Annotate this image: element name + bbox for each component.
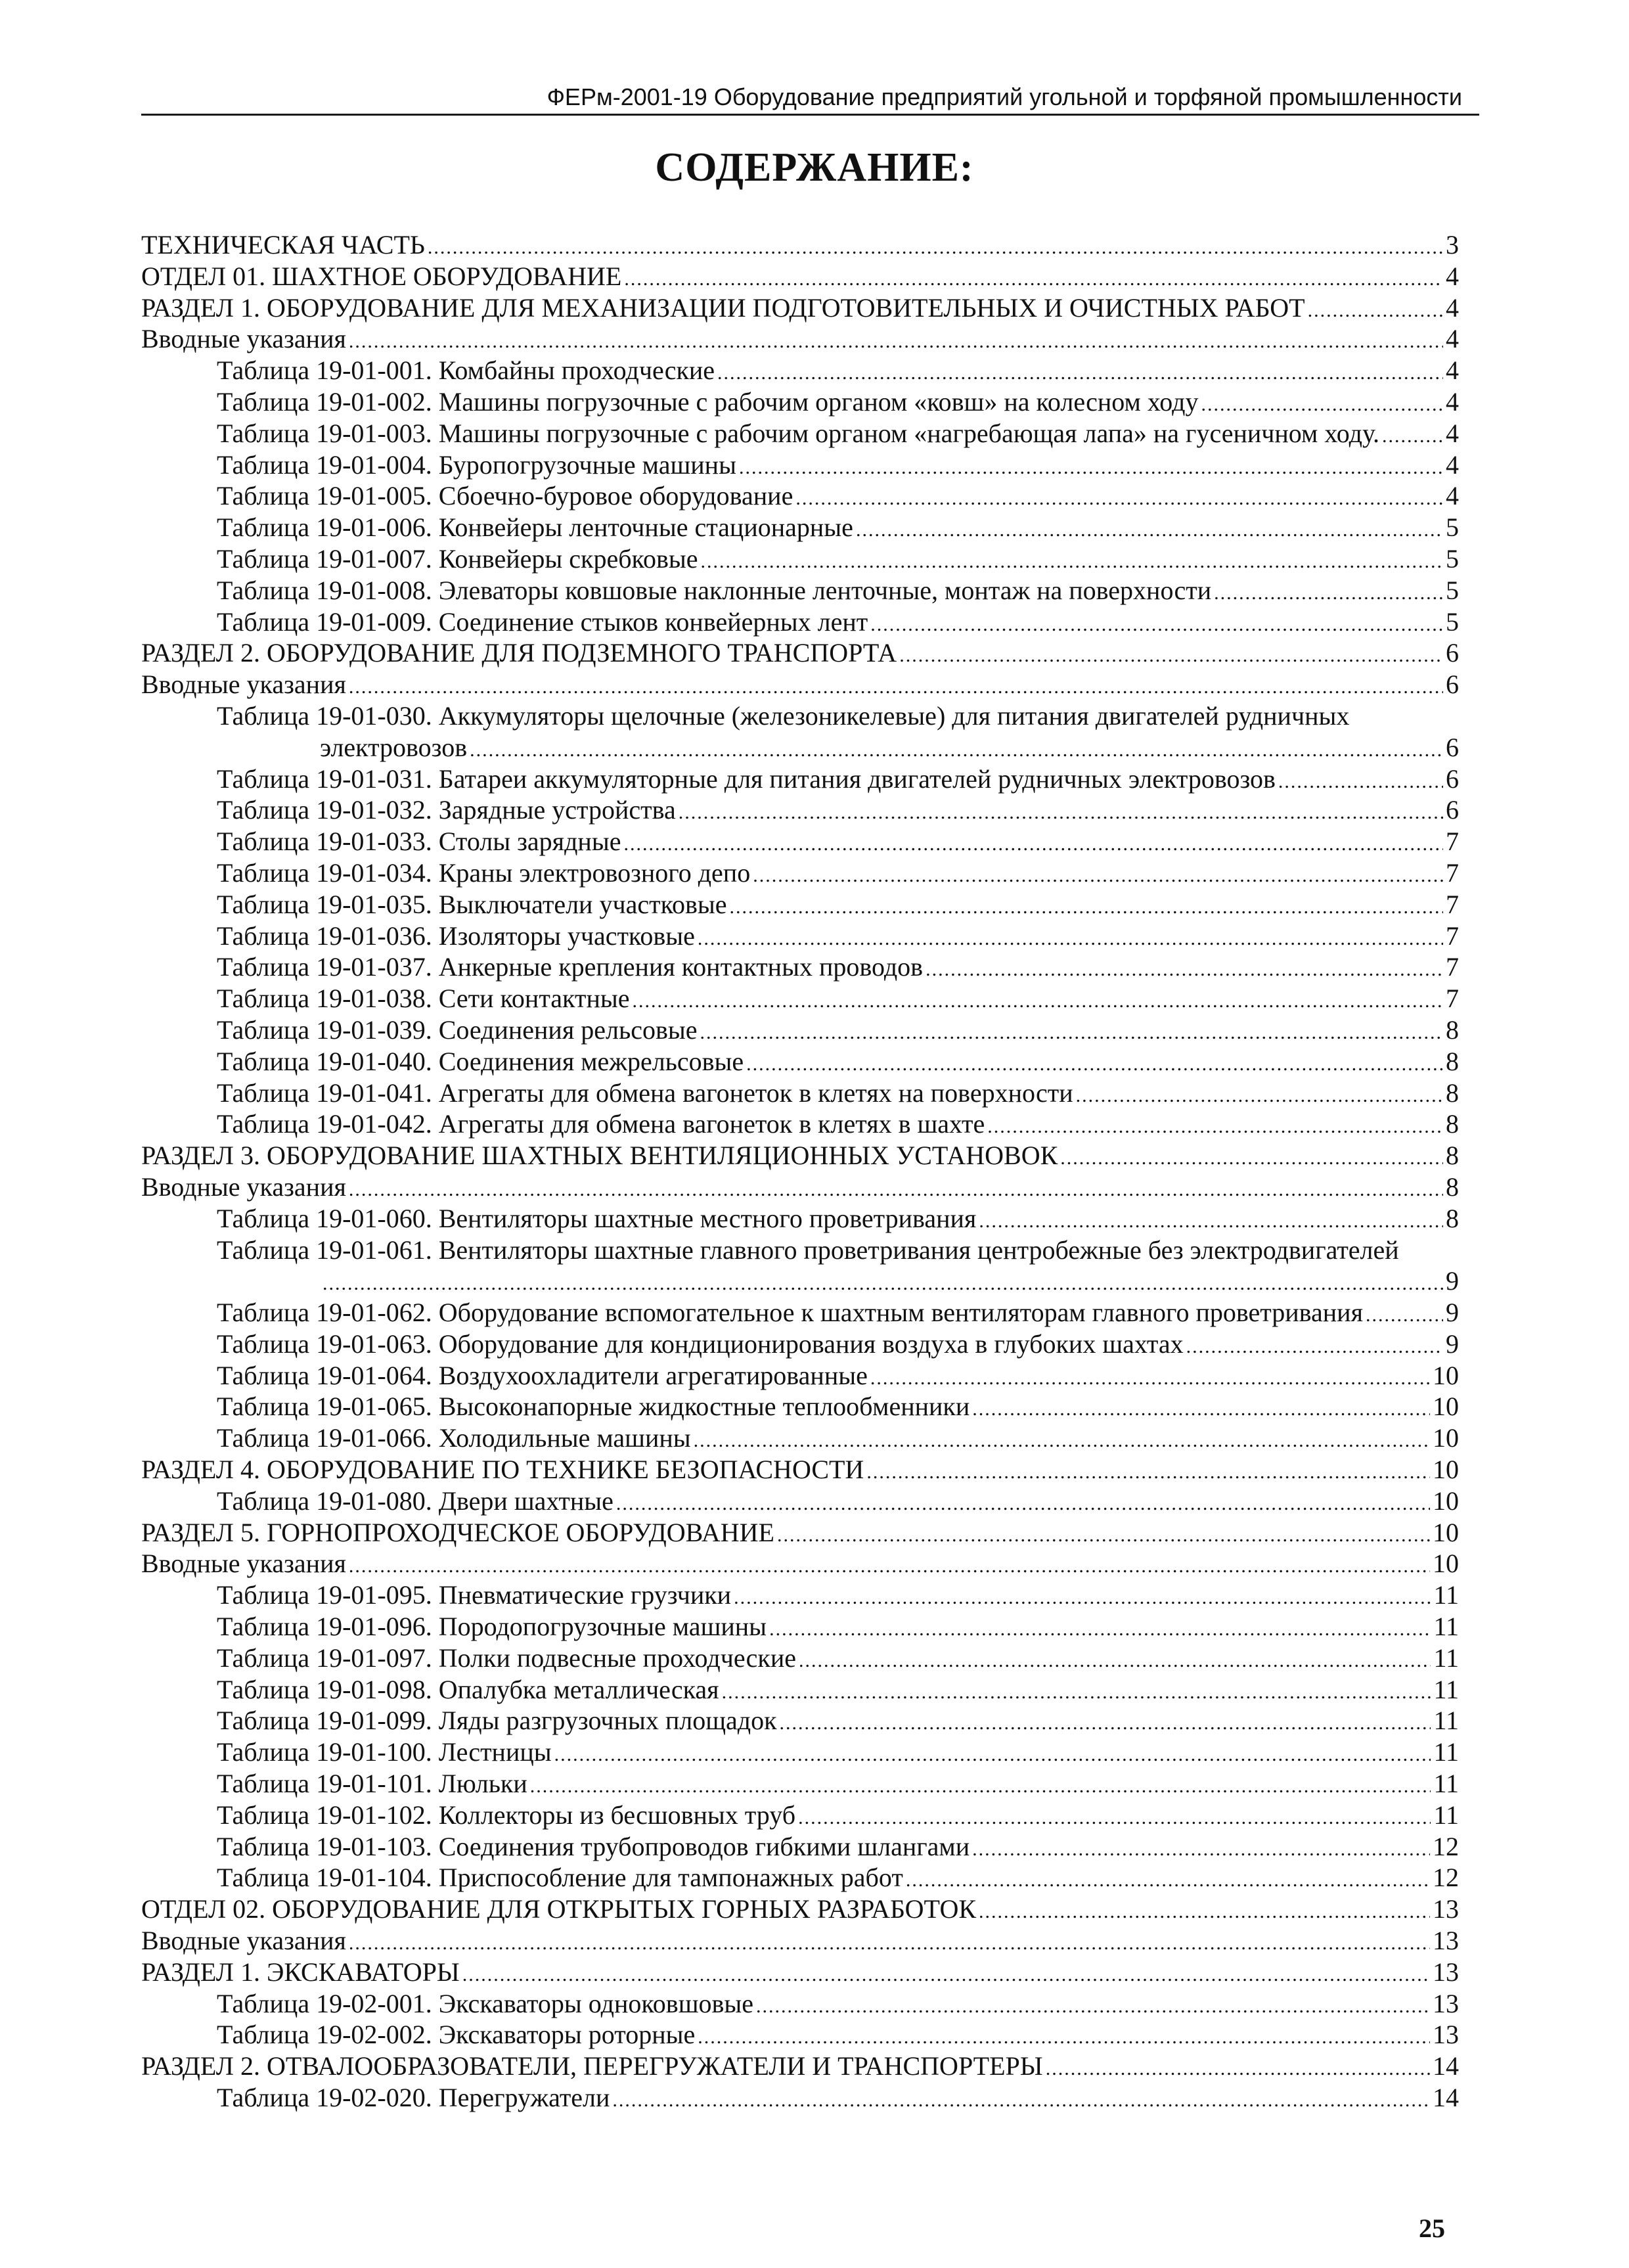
toc-entry-title: ОТДЕЛ 02. ОБОРУДОВАНИЕ ДЛЯ ОТКРЫТЫХ ГОРНЫХ РАЗРАБОТОК [141,1894,977,1924]
toc-entry-title: Таблица 19-02-001. Экскаваторы одноковшовые [217,1988,754,2018]
toc-entry-page: 11 [1433,1706,1459,1736]
dot-leader [428,232,1443,263]
dot-leader [717,357,1443,389]
toc-entry-title: РАЗДЕЛ 3. ОБОРУДОВАНИЕ ШАХТНЫХ ВЕНТИЛЯЦИОННЫХ УСТАНОВОК [141,1141,1058,1171]
toc-entry-page: 11 [1433,1737,1459,1767]
toc-entry [141,1894,1459,1925]
toc-entry-page: 8 [1446,1014,1459,1045]
dot-leader [1076,1080,1443,1112]
toc-entry-title: Таблица 19-01-001. Комбайны проходческие [217,355,715,386]
toc-entry-page: 8 [1446,1046,1459,1076]
dot-leader [972,1394,1430,1425]
toc-entry [141,826,1459,857]
toc-entry [141,261,1459,292]
dot-leader [349,1174,1443,1206]
toc-entry-page: 14 [1433,2083,1459,2113]
toc-entry [141,323,1459,355]
toc-entry [141,292,1459,324]
toc-entry-title: Таблица 19-01-038. Сети контактные [217,984,630,1014]
dot-leader [698,2022,1430,2053]
toc-entry-page: 9 [1446,1328,1459,1359]
toc-entry [141,575,1459,606]
toc-entry-page: 4 [1446,386,1459,417]
dot-leader [554,1739,1431,1771]
toc-entry-title: РАЗДЕЛ 4. ОБОРУДОВАНИЕ ПО ТЕХНИКЕ БЕЗОПАСНОСТИ [141,1455,864,1485]
dot-leader [616,1488,1430,1520]
toc-entry [141,1203,1459,1235]
toc-entry [141,1140,1459,1171]
toc-entry-title: Таблица 19-01-036. Изоляторы участковые [217,920,695,951]
toc-entry-page: 10 [1433,1392,1459,1422]
toc-entry-page: 10 [1433,1517,1459,1547]
toc-entry [141,1328,1459,1360]
toc-entry [141,637,1459,669]
dot-leader [1046,2053,1430,2085]
table-of-contents [141,229,1459,2114]
toc-entry-title: ТЕХНИЧЕСКАЯ ЧАСТЬ [141,230,425,260]
toc-entry-page: 11 [1433,1800,1459,1830]
toc-entry-title: Вводные указания [141,1549,346,1579]
toc-entry-page: 5 [1446,575,1459,605]
toc-entry-page: 13 [1433,1988,1459,2018]
toc-entry [141,606,1459,638]
dot-leader [698,923,1443,955]
toc-entry-title: Таблица 19-01-063. Оборудование для кондиционирования воздуха в глубоких шахтах [217,1328,1184,1359]
dot-leader [987,1111,1443,1143]
toc-entry [141,2051,1459,2082]
dot-leader [349,326,1443,357]
toc-entry-title: Таблица 19-01-061. Вентиляторы шахтные главного проветривания центробежные без электродвигателей [217,1235,1399,1265]
toc-entry-title: Таблица 19-01-032. Зарядные устройства [217,795,676,825]
dot-leader [856,514,1443,546]
toc-entry-title: РАЗДЕЛ 5. ГОРНОПРОХОДЧЕСКОЕ ОБОРУДОВАНИЕ [141,1517,774,1547]
toc-entry-title: Таблица 19-01-009. Соединение стыков конвейерных лент [217,606,868,637]
toc-entry-page: 10 [1433,1549,1459,1579]
toc-entry-page: 8 [1446,1109,1459,1139]
toc-entry [141,1862,1459,1894]
toc-entry-page: 8 [1446,1141,1459,1171]
toc-entry [141,1831,1459,1863]
toc-entry-title: Таблица 19-01-033. Столы зарядные [217,827,621,857]
toc-entry [141,1988,1459,2020]
toc-entry-page: 6 [1446,763,1459,794]
toc-entry-title: Таблица 19-01-098. Опалубка металлическая [217,1674,719,1704]
toc-entry [141,1517,1459,1549]
toc-entry-title: Таблица 19-01-005. Сбоечно-буровое оборудование [217,481,793,511]
toc-entry [141,794,1459,826]
toc-entry [141,1548,1459,1579]
toc-entry-title: Таблица 19-01-007. Конвейеры скребковые [217,543,698,574]
dot-leader [866,1457,1430,1488]
dot-leader [700,1017,1443,1049]
toc-entry [141,951,1459,983]
dot-leader [632,986,1443,1017]
toc-entry [141,1454,1459,1486]
dot-leader [612,2085,1430,2116]
toc-entry-title: Таблица 19-01-003. Машины погрузочные с рабочим органом «нагребающая лапа» на гусеничном ходу. [217,418,1379,448]
toc-entry-continuation [141,1265,1459,1297]
toc-entry-page: 7 [1446,827,1459,857]
dot-leader [349,1928,1430,1959]
dot-leader [1060,1143,1443,1174]
toc-entry-title: Таблица 19-01-060. Вентиляторы шахтные местного проветривания [217,1203,977,1233]
dot-leader [462,1959,1430,1991]
toc-entry-page: 8 [1446,1077,1459,1108]
toc-entry [141,480,1459,512]
toc-entry [141,1705,1459,1736]
toc-entry-title: Таблица 19-01-080. Двери шахтные [217,1486,614,1516]
toc-entry [141,763,1459,795]
dot-leader [799,1645,1431,1677]
dot-leader [1214,578,1443,609]
toc-entry-page: 13 [1433,1894,1459,1924]
toc-entry-title: ОТДЕЛ 01. ШАХТНОЕ ОБОРУДОВАНИЕ [141,261,622,291]
dot-leader [694,1425,1430,1457]
running-header-text: ФЕРм-2001-19 Оборудование предприятий угольной и торфяной промышленности [547,83,1462,110]
toc-entry [141,889,1459,920]
toc-entry-page: 8 [1446,1171,1459,1202]
page-title: СОДЕРЖАНИЕ: [655,145,974,190]
toc-entry-title: Таблица 19-01-041. Агрегаты для обмена вагонеток в клетях на поверхности [217,1077,1073,1108]
toc-entry-title-continuation: электровозов [320,732,468,762]
toc-entry-title: Таблица 19-01-100. Лестницы [217,1737,552,1767]
toc-entry [141,920,1459,952]
dot-leader [753,860,1443,892]
toc-entry-title: Таблица 19-01-042. Агрегаты для обмена вагонеток в клетях в шахте [217,1109,985,1139]
toc-entry-continuation [141,732,1459,763]
toc-entry [141,2082,1459,2114]
dot-leader [530,1771,1431,1802]
toc-entry-page: 5 [1446,543,1459,574]
toc-entry-title: РАЗДЕЛ 2. ОТВАЛООБРАЗОВАТЕЛИ, ПЕРЕГРУЖАТЕЛИ И ТРАНСПОРТЕРЫ [141,2051,1043,2081]
toc-entry-page: 11 [1433,1580,1459,1610]
dot-leader [679,797,1443,828]
toc-entry-title: Таблица 19-01-104. Приспособление для тампонажных работ [217,1863,903,1893]
dot-leader [870,1363,1430,1394]
toc-entry-page: 5 [1446,512,1459,543]
toc-entry-page: 4 [1446,324,1459,354]
toc-entry-page: 6 [1446,669,1459,700]
toc-entry-page: 6 [1446,732,1459,762]
toc-entry-title: Таблица 19-01-037. Анкерные крепления контактных проводов [217,952,924,982]
toc-entry [141,229,1459,261]
toc-entry-title: Таблица 19-01-039. Соединения рельсовые [217,1014,698,1045]
toc-entry-title: Таблица 19-02-002. Экскаваторы роторные [217,2020,696,2050]
toc-entry-title: Таблица 19-01-064. Воздухоохладители агрегатированные [217,1360,868,1390]
toc-entry-title: Вводные указания [141,1171,346,1202]
toc-entry [141,983,1459,1014]
toc-entry-title: Таблица 19-01-097. Полки подвесные проходческие [217,1643,796,1673]
toc-entry-title: Таблица 19-01-096. Породопогрузочные машины [217,1612,767,1642]
dot-leader [734,1582,1431,1614]
toc-entry [141,857,1459,889]
page-number: 25 [1419,2213,1445,2243]
toc-entry-page: 3 [1446,230,1459,260]
dot-leader [769,1614,1431,1645]
dot-leader [700,546,1443,578]
toc-entry-page: 4 [1446,355,1459,386]
toc-entry [141,1925,1459,1957]
toc-entry-page: 4 [1446,418,1459,448]
dot-leader [323,1268,1443,1300]
dot-leader [624,263,1443,295]
toc-entry [141,543,1459,575]
toc-entry [141,355,1459,386]
toc-entry-page: 4 [1446,481,1459,511]
dot-leader [870,609,1443,641]
toc-entry-title: Таблица 19-01-103. Соединения трубопроводов гибкими шлангами [217,1831,970,1861]
dot-leader [1278,766,1443,798]
dot-leader [780,1708,1431,1739]
toc-entry [141,669,1459,700]
toc-entry [141,2019,1459,2051]
toc-entry [141,1643,1459,1674]
toc-entry-page: 4 [1446,292,1459,323]
toc-entry [141,1391,1459,1422]
toc-entry [141,1108,1459,1140]
dot-leader [1382,420,1443,452]
dot-leader [1186,1331,1443,1363]
toc-entry-title: Таблица 19-01-006. Конвейеры ленточные стационарные [217,512,853,543]
toc-entry-title: Таблица 19-01-066. Холодильные машины [217,1423,691,1453]
toc-entry [141,1957,1459,1988]
dot-leader [349,1551,1430,1582]
toc-entry-title: Таблица 19-01-095. Пневматические грузчики [217,1580,732,1610]
toc-entry [141,1674,1459,1706]
toc-entry [141,1422,1459,1454]
toc-entry-page: 10 [1433,1486,1459,1516]
toc-entry-title: Таблица 19-01-008. Элеваторы ковшовые наклонные ленточные, монтаж на поверхности [217,575,1212,605]
toc-entry-page: 11 [1433,1612,1459,1642]
toc-entry-page: 7 [1446,952,1459,982]
toc-entry-page: 11 [1433,1674,1459,1704]
toc-entry-title: Вводные указания [141,669,346,700]
dot-leader [795,483,1443,514]
toc-entry [141,1736,1459,1768]
toc-entry-page: 11 [1433,1769,1459,1799]
dot-leader [979,1206,1443,1237]
toc-entry [141,1297,1459,1328]
toc-entry [141,1077,1459,1109]
toc-entry-page: 12 [1433,1831,1459,1861]
toc-entry-page: 8 [1446,1203,1459,1233]
dot-leader [729,892,1443,923]
dot-leader [979,1896,1430,1928]
dot-leader [623,828,1443,860]
dot-leader [972,1834,1430,1865]
toc-entry-page: 14 [1433,2051,1459,2081]
dot-leader [1201,389,1444,420]
toc-entry-page: 4 [1446,261,1459,291]
toc-entry [141,700,1459,732]
dot-leader [926,954,1443,986]
toc-entry-title: Таблица 19-01-004. Буропогрузочные машины [217,449,736,480]
toc-entry [141,1800,1459,1831]
dot-leader [777,1520,1430,1551]
toc-entry-page: 9 [1446,1298,1459,1328]
toc-entry-page: 13 [1433,1926,1459,1956]
toc-entry-page: 11 [1433,1643,1459,1673]
toc-entry [141,1611,1459,1643]
toc-entry [141,1579,1459,1611]
toc-entry-page: 10 [1433,1423,1459,1453]
toc-entry-title: Таблица 19-01-062. Оборудование вспомогательное к шахтным вентиляторам главного проветривания [217,1298,1363,1328]
toc-entry-page: 6 [1446,795,1459,825]
dot-leader [1366,1300,1443,1331]
toc-entry [141,1171,1459,1203]
toc-entry [141,449,1459,481]
toc-entry-title: Таблица 19-01-035. Выключатели участковые [217,889,727,919]
running-header [141,84,1479,116]
dot-leader [739,452,1443,484]
toc-entry [141,1486,1459,1517]
toc-entry-title: Таблица 19-01-099. Ляды разгрузочных площадок [217,1706,777,1736]
dot-leader [756,1991,1430,2022]
toc-entry-title: Таблица 19-01-065. Высоконапорные жидкостные теплообменники [217,1392,970,1422]
toc-entry-title: Вводные указания [141,324,346,354]
toc-entry-page: 10 [1433,1360,1459,1390]
toc-entry-title: Вводные указания [141,1926,346,1956]
toc-entry [141,1014,1459,1046]
toc-entry [141,1046,1459,1077]
dot-leader [722,1677,1431,1708]
toc-entry-page: 4 [1446,449,1459,480]
toc-entry-page: 7 [1446,857,1459,888]
toc-entry [141,512,1459,543]
toc-entry-title: Таблица 19-01-102. Коллекторы из бесшовных труб [217,1800,796,1830]
toc-entry-page: 6 [1446,638,1459,668]
toc-entry-page: 13 [1433,2020,1459,2050]
toc-entry-title: Таблица 19-01-002. Машины погрузочные с рабочим органом «ковш» на колесном ходу [217,386,1199,417]
toc-entry [141,1360,1459,1392]
toc-entry [141,1235,1459,1266]
toc-entry-title: Таблица 19-01-040. Соединения межрельсовые [217,1046,744,1076]
toc-entry-title: Таблица 19-01-034. Краны электровозного депо [217,857,751,888]
toc-entry-title: РАЗДЕЛ 1. ОБОРУДОВАНИЕ ДЛЯ МЕХАНИЗАЦИИ ПОДГОТОВИТЕЛЬНЫХ И ОЧИСТНЫХ РАБОТ [141,292,1305,323]
dot-leader [746,1049,1443,1080]
toc-entry-page: 5 [1446,606,1459,637]
dot-leader [349,671,1443,703]
toc-entry-page: 7 [1446,984,1459,1014]
dot-leader [470,735,1443,766]
dot-leader [798,1802,1431,1834]
toc-entry [141,1768,1459,1800]
toc-entry [141,386,1459,418]
toc-entry-title: РАЗДЕЛ 2. ОБОРУДОВАНИЕ ДЛЯ ПОДЗЕМНОГО ТРАНСПОРТА [141,638,897,668]
dot-leader [1308,295,1443,327]
toc-entry-title: РАЗДЕЛ 1. ЭКСКАВАТОРЫ [141,1957,460,1987]
toc-entry-page: 7 [1446,920,1459,951]
dot-leader [906,1865,1430,1896]
toc-entry-page: 12 [1433,1863,1459,1893]
toc-entry-page: 10 [1433,1455,1459,1485]
toc-entry-title: Таблица 19-01-031. Батареи аккумуляторные для питания двигателей рудничных электровозов [217,763,1276,794]
toc-entry-title: Таблица 19-01-030. Аккумуляторы щелочные (железоникелевые) для питания двигателей рудничных [217,700,1350,731]
dot-leader [899,640,1443,671]
toc-entry-title: Таблица 19-02-020. Перегружатели [217,2083,610,2113]
toc-entry [141,418,1459,449]
toc-entry-page: 13 [1433,1957,1459,1987]
toc-entry-title: Таблица 19-01-101. Люльки [217,1769,527,1799]
toc-entry-page: 9 [1446,1266,1459,1296]
toc-entry-page: 7 [1446,889,1459,919]
